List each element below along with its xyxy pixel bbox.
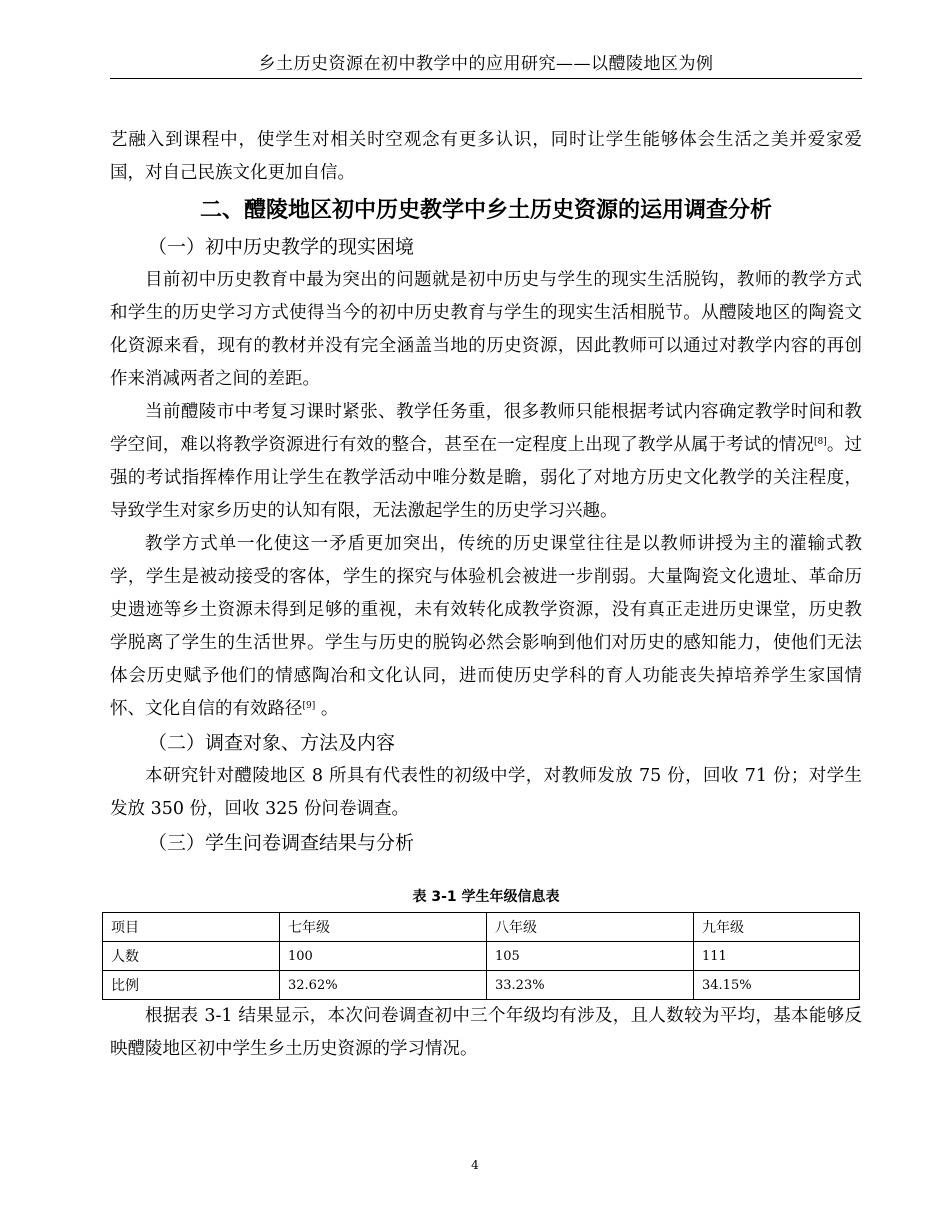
table-cell: 比例 [103,971,280,1000]
subsection-heading-1: （一）初中历史教学的现实困境 [148,236,415,258]
paragraph-3-text-a: 教学方式单一化使这一矛盾更加突出，传统的历史课堂往往是以教师讲授为主的灌输式教学，学生是被动接受的客体，学生的探究与体验机会被进一步削弱。大量陶瓷文化遗址、革命历史遗迹等乡土资源未得到足够的重视，未有效转化成教学资源，没有真正走进历史课堂，历史教学脱离了学生的生活世界。学生与历史的脱钩必然会影响到他们对历史的感知能力，使他们无法体会历史赋予他们的情感陶冶和文化认同，进而使历史学科的育人功能丧失掉培养学生家国情怀、文化自信的有效路径 [110,534,862,719]
table-header-cell: 八年级 [487,913,694,942]
table-row [103,971,860,1000]
paragraph-2-text-a: 当前醴陵市中考复习课时紧张、教学任务重，很多教师只能根据考试内容确定教学时间和教学空间，难以将教学资源进行有效的整合，甚至在一定程度上出现了教学从属于考试的情况 [110,402,862,455]
table-header-cell: 项目 [103,913,280,942]
citation-ref-9: [9] [302,701,316,711]
page-number: 4 [471,1158,479,1172]
paragraph-2 [110,396,862,528]
subsection-heading-3: （三）学生问卷调查结果与分析 [148,832,415,854]
table-header-cell: 九年级 [694,913,860,942]
table-cell: 111 [694,942,860,971]
paragraph-continuation: 艺融入到课程中，使学生对相关时空观念有更多认识，同时让学生能够体会生活之美并爱家爱国，对自己民族文化更加自信。 [110,130,862,183]
grade-info-table [102,912,860,1000]
table-header-cell: 七年级 [280,913,487,942]
table-cell: 100 [280,942,487,971]
paragraph-3-text-b: 。 [315,699,339,719]
citation-ref-8: [8] [814,437,827,447]
table-cell: 人数 [103,942,280,971]
table-row [103,942,860,971]
paragraph-3 [110,528,862,726]
paragraph-5: 根据表 3-1 结果显示，本次问卷调查初中三个年级均有涉及，且人数较为平均，基本能够反映醴陵地区初中学生乡土历史资源的学习情况。 [110,1006,862,1059]
table-cell: 105 [487,942,694,971]
paragraph-2-text-b: 。过强的考试指挥棒作用让学生在教学活动中唯分数是瞻，弱化了对地方历史文化教学的关注程度，导致学生对家乡历史的认知有限，无法激起学生的历史学习兴趣。 [110,435,862,521]
table-header-row [103,913,860,942]
table-cell: 33.23% [487,971,694,1000]
running-header: 乡土历史资源在初中教学中的应用研究——以醴陵地区为例 [110,50,862,79]
section-heading: 二、醴陵地区初中历史教学中乡土历史资源的运用调查分析 [199,198,772,223]
table-cell: 32.62% [280,971,487,1000]
paragraph-1: 目前初中历史教育中最为突出的问题就是初中历史与学生的现实生活脱钩，教师的教学方式和学生的历史学习方式使得当今的初中历史教育与学生的现实生活相脱节。从醴陵地区的陶瓷文化资源来看，现有的教材并没有完全涵盖当地的历史资源，因此教师可以通过对教学内容的再创作来消减两者之间的差距。 [110,270,862,389]
subsection-heading-2: （二）调查对象、方法及内容 [148,732,396,754]
paragraph-4: 本研究针对醴陵地区 8 所具有代表性的初级中学，对教师发放 75 份，回收 71 份；对学生发放 350 份，回收 325 份问卷调查。 [110,766,862,819]
table-caption: 表 3-1 学生年级信息表 [412,889,560,905]
table-cell: 34.15% [694,971,860,1000]
page-body [110,124,862,1066]
